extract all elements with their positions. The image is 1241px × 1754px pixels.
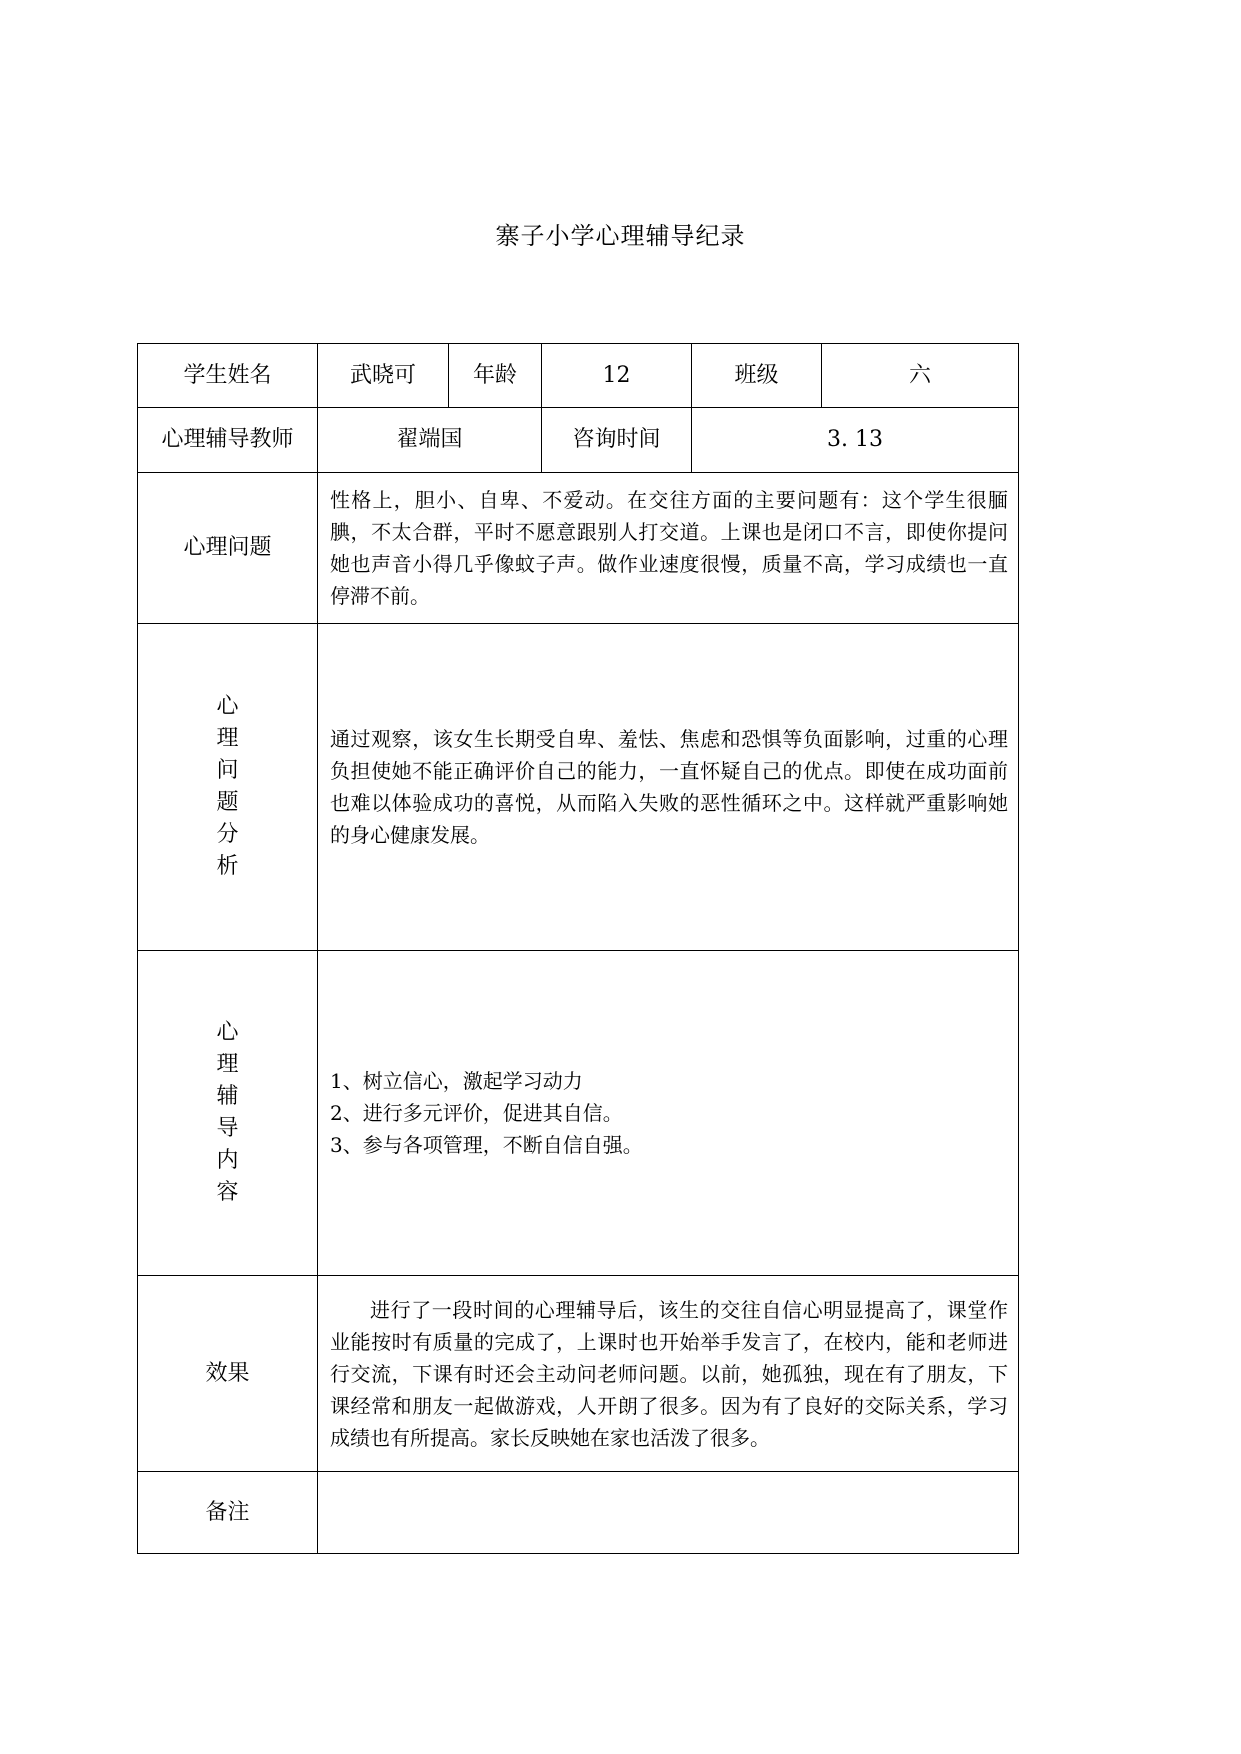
problem-text: 性格上，胆小、自卑、不爱动。在交往方面的主要问题有：这个学生很腼腆，不太合群，平时不愿意跟别人打交道。上课也是闭口不言，即使你提问她也声音小得几乎像蚊子声。做作业速度很慢，质量不高，学习成绩也一直停滞不前。 [318, 473, 1019, 624]
content-label: 心理辅导内容 [216, 1020, 239, 1205]
teacher-value: 翟端国 [318, 408, 542, 473]
teacher-label: 心理辅导教师 [138, 408, 318, 473]
consult-time-value: 3. 13 [692, 408, 1019, 473]
age-label: 年龄 [449, 344, 542, 408]
content-label-cell [138, 951, 318, 1276]
consult-time-label: 咨询时间 [542, 408, 692, 473]
effect-text: 进行了一段时间的心理辅导后，该生的交往自信心明显提高了，课堂作业能按时有质量的完成了，上课时也开始举手发言了，在校内，能和老师进行交流，下课有时还会主动问老师问题。以前，她孤独，现在有了朋友，下课经常和朋友一起做游戏，人开朗了很多。因为有了良好的交际关系，学习成绩也有所提高。家长反映她在家也活泼了很多。 [318, 1276, 1019, 1472]
effect-row [138, 1276, 1019, 1472]
student-info-row [138, 344, 1019, 408]
analysis-text: 通过观察，该女生长期受自卑、羞怯、焦虑和恐惧等负面影响，过重的心理负担使她不能正确评价自己的能力，一直怀疑自己的优点。即使在成功面前也难以体验成功的喜悦，从而陷入失败的恶性循环之中。这样就严重影响她的身心健康发展。 [318, 624, 1019, 951]
problem-row [138, 473, 1019, 624]
analysis-label: 心理问题分析 [216, 694, 239, 879]
teacher-info-row [138, 408, 1019, 473]
class-label: 班级 [692, 344, 822, 408]
remarks-row [138, 1472, 1019, 1554]
student-name-label: 学生姓名 [138, 344, 318, 408]
list-item: 3、参与各项管理，不断自信自强。 [330, 1133, 643, 1157]
list-item: 1、树立信心，激起学习动力 [330, 1069, 583, 1093]
student-name-value: 武晓可 [318, 344, 449, 408]
class-value: 六 [822, 344, 1019, 408]
counseling-record-table [137, 343, 1019, 1554]
list-item: 2、进行多元评价，促进其自信。 [330, 1101, 623, 1125]
effect-label: 效果 [138, 1276, 318, 1472]
content-row [138, 951, 1019, 1276]
problem-label: 心理问题 [138, 473, 318, 624]
remarks-label: 备注 [138, 1472, 318, 1554]
analysis-label-cell [138, 624, 318, 951]
age-value: 12 [542, 344, 692, 408]
content-list [318, 951, 1019, 1276]
analysis-row [138, 624, 1019, 951]
document-title: 寨子小学心理辅导纪录 [495, 222, 746, 250]
remarks-text [318, 1472, 1019, 1554]
